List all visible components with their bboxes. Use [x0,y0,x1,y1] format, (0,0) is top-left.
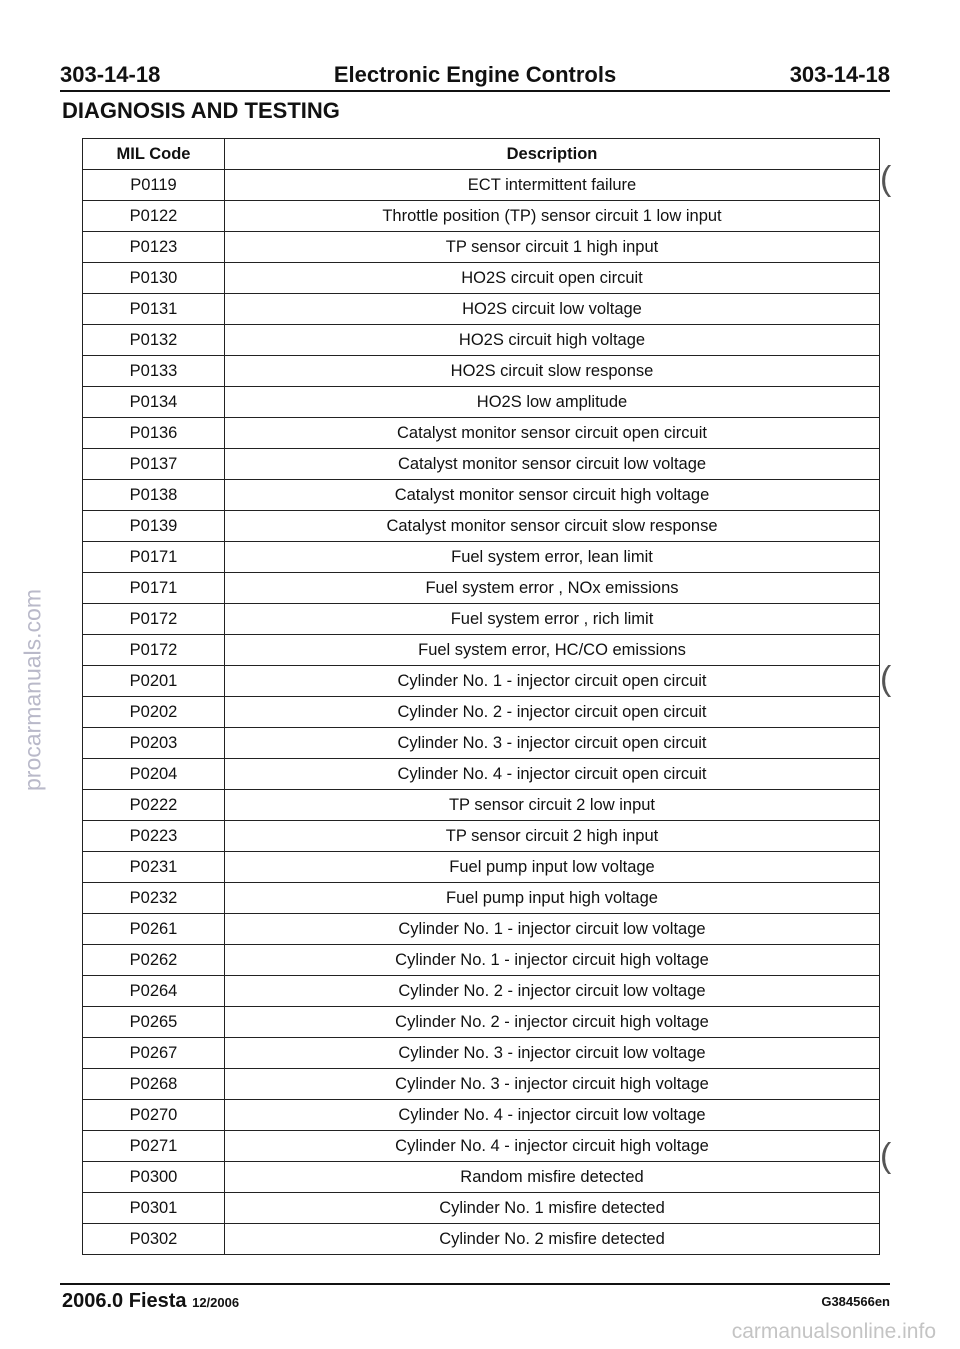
table-row [83,511,880,542]
table-row [83,449,880,480]
mil-code-cell: P0119 [83,170,225,201]
footer-watermark: carmanualsonline.info [731,1320,936,1343]
mil-code-cell: P0201 [83,666,225,697]
mil-code-cell: P0138 [83,480,225,511]
mil-code-cell: P0172 [83,635,225,666]
mil-code-cell: P0134 [83,387,225,418]
table-body [83,170,880,1255]
mil-code-cell: P0123 [83,232,225,263]
page-number-left: 303-14-18 [60,62,161,87]
description-cell: Cylinder No. 3 - injector circuit high voltage [225,1069,880,1100]
description-cell: Fuel system error , NOx emissions [225,573,880,604]
table-row [83,356,880,387]
page-header [60,60,890,92]
table-row [83,635,880,666]
mil-code-cell: P0132 [83,325,225,356]
margin-mark: ( [880,160,892,198]
table-row [83,1162,880,1193]
table-row [83,1100,880,1131]
table-row [83,201,880,232]
mil-code-cell: P0265 [83,1007,225,1038]
description-cell: Cylinder No. 1 - injector circuit high voltage [225,945,880,976]
description-cell: Cylinder No. 1 - injector circuit open circuit [225,666,880,697]
table-row [83,604,880,635]
description-cell: HO2S low amplitude [225,387,880,418]
mil-code-cell: P0261 [83,914,225,945]
table-row [83,697,880,728]
mil-code-cell: P0202 [83,697,225,728]
description-cell: Fuel pump input high voltage [225,883,880,914]
table-row [83,1038,880,1069]
mil-code-cell: P0136 [83,418,225,449]
description-cell: HO2S circuit open circuit [225,263,880,294]
description-cell: Cylinder No. 4 - injector circuit open circuit [225,759,880,790]
description-cell: Random misfire detected [225,1162,880,1193]
description-cell: Cylinder No. 3 - injector circuit low voltage [225,1038,880,1069]
mil-code-cell: P0300 [83,1162,225,1193]
footer-rule [60,1283,890,1285]
table-row [83,325,880,356]
description-cell: Catalyst monitor sensor circuit slow response [225,511,880,542]
table-row [83,1007,880,1038]
description-cell: Fuel pump input low voltage [225,852,880,883]
mil-code-cell: P0222 [83,790,225,821]
section-title: DIAGNOSIS AND TESTING [62,98,340,123]
mil-code-cell: P0223 [83,821,225,852]
description-cell: HO2S circuit low voltage [225,294,880,325]
table-row [83,170,880,201]
page-number-right: 303-14-18 [789,62,890,87]
footer-date: 12/2006 [192,1295,240,1310]
description-cell: HO2S circuit slow response [225,356,880,387]
description-cell: Catalyst monitor sensor circuit high voltage [225,480,880,511]
mil-code-cell: P0122 [83,201,225,232]
mil-code-table [82,138,880,1255]
mil-code-cell: P0231 [83,852,225,883]
description-cell: Cylinder No. 2 - injector circuit high voltage [225,1007,880,1038]
table-row [83,821,880,852]
table-row [83,883,880,914]
description-cell: Cylinder No. 2 misfire detected [225,1224,880,1255]
mil-code-cell: P0172 [83,604,225,635]
description-cell: TP sensor circuit 1 high input [225,232,880,263]
table-row [83,759,880,790]
description-cell: Cylinder No. 4 - injector circuit high voltage [225,1131,880,1162]
table-row [83,666,880,697]
mil-code-cell: P0139 [83,511,225,542]
description-cell: Cylinder No. 2 - injector circuit open circuit [225,697,880,728]
table-row [83,790,880,821]
table-row [83,1193,880,1224]
mil-code-cell: P0130 [83,263,225,294]
mil-code-cell: P0133 [83,356,225,387]
description-cell: Cylinder No. 1 misfire detected [225,1193,880,1224]
table-header-row [83,139,880,170]
table-row [83,1069,880,1100]
side-watermark: procarmanuals.com [19,589,46,791]
table-row [83,387,880,418]
description-cell: Cylinder No. 3 - injector circuit open circuit [225,728,880,759]
description-cell: Fuel system error, lean limit [225,542,880,573]
table-row [83,418,880,449]
description-cell: TP sensor circuit 2 low input [225,790,880,821]
table-row [83,294,880,325]
table-row [83,480,880,511]
description-cell: Cylinder No. 1 - injector circuit low voltage [225,914,880,945]
mil-code-cell: P0268 [83,1069,225,1100]
table-row [83,542,880,573]
mil-code-cell: P0171 [83,542,225,573]
mil-code-cell: P0131 [83,294,225,325]
footer-model [62,1290,239,1313]
description-cell: TP sensor circuit 2 high input [225,821,880,852]
mil-code-cell: P0204 [83,759,225,790]
table-row [83,263,880,294]
footer-reference: G384566en [821,1294,890,1309]
table-row [83,852,880,883]
mil-code-cell: P0171 [83,573,225,604]
column-header-mil-code: MIL Code [83,139,225,170]
table-row [83,1131,880,1162]
mil-code-cell: P0270 [83,1100,225,1131]
table-row [83,945,880,976]
description-cell: Fuel system error, HC/CO emissions [225,635,880,666]
mil-code-cell: P0264 [83,976,225,1007]
table-row [83,1224,880,1255]
margin-mark: ( [880,1137,892,1175]
description-cell: Fuel system error , rich limit [225,604,880,635]
description-cell: Throttle position (TP) sensor circuit 1 low input [225,201,880,232]
description-cell: Catalyst monitor sensor circuit low voltage [225,449,880,480]
header-title: Electronic Engine Controls [333,62,617,87]
mil-code-cell: P0203 [83,728,225,759]
footer-model-name: 2006.0 Fiesta [62,1290,187,1312]
mil-code-cell: P0267 [83,1038,225,1069]
table-row [83,573,880,604]
mil-code-cell: P0232 [83,883,225,914]
table-row [83,976,880,1007]
mil-code-cell: P0301 [83,1193,225,1224]
margin-mark: ( [880,660,892,698]
table-row [83,914,880,945]
mil-code-cell: P0302 [83,1224,225,1255]
description-cell: Cylinder No. 4 - injector circuit low voltage [225,1100,880,1131]
description-cell: Cylinder No. 2 - injector circuit low voltage [225,976,880,1007]
description-cell: HO2S circuit high voltage [225,325,880,356]
description-cell: ECT intermittent failure [225,170,880,201]
mil-code-cell: P0262 [83,945,225,976]
description-cell: Catalyst monitor sensor circuit open circuit [225,418,880,449]
table-row [83,728,880,759]
mil-code-cell: P0271 [83,1131,225,1162]
table-row [83,232,880,263]
column-header-description: Description [225,139,880,170]
mil-code-cell: P0137 [83,449,225,480]
